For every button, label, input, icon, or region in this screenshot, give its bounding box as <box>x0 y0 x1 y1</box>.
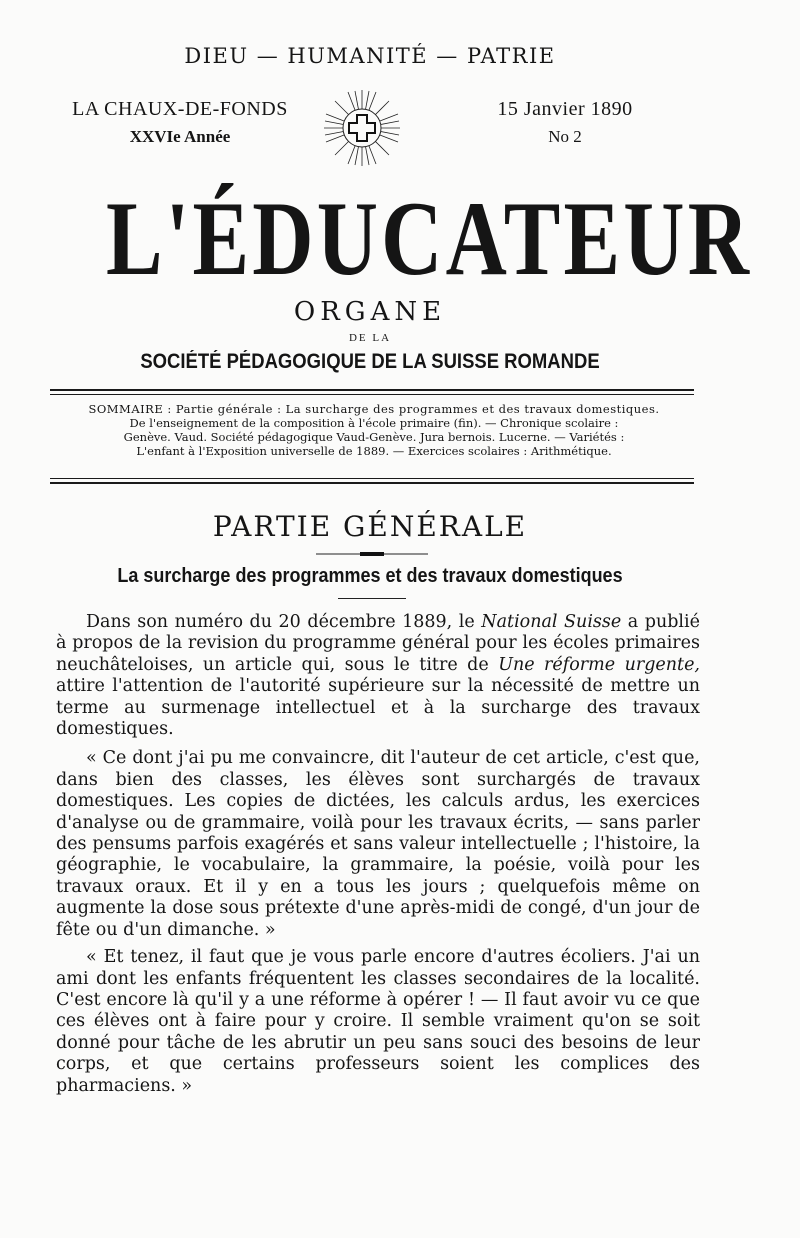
divider-top-thick <box>50 389 694 391</box>
divider-top-thin <box>50 394 694 395</box>
society-name: SOCIÉTÉ PÉDAGOGIQUE DE LA SUISSE ROMANDE <box>140 350 600 373</box>
volume-year: XXVIe Année <box>129 127 231 146</box>
publication-name: National Suisse <box>481 612 622 632</box>
article-title-rule <box>338 598 406 599</box>
ornament-divider-icon <box>316 550 428 558</box>
place: LA CHAUX-DE-FONDS <box>72 98 288 120</box>
section-title: PARTIE GÉNÉRALE <box>212 510 528 543</box>
issue-number: No 2 <box>548 127 582 146</box>
subtitle: ORGANE <box>293 297 447 327</box>
paragraph: Dans son numéro du 20 décembre 1889, le National Suisse a publié à propos de la revision du programme général pour les écoles primaires neuchâteloises, un article qui, sous le titre de Une réforme urgente, attire l'attention de l'autorité supérieure sur la nécessité de mettre un terme au surmenage intellectuel et à la surcharge des travaux domestiques. <box>56 612 700 740</box>
toc-line: SOMMAIRE : Partie générale : La surcharge des programmes et des travaux domestiques. <box>88 402 660 416</box>
divider-bottom-thick <box>50 482 694 484</box>
masthead-right <box>440 98 690 147</box>
article-body <box>56 612 700 1103</box>
article-reference: Une réforme urgente, <box>498 654 700 675</box>
article-title: La surcharge des programmes et des travaux domestiques <box>117 565 623 587</box>
motto: DIEU — HUMANITÉ — PATRIE <box>184 44 556 68</box>
paragraph: « Et tenez, il faut que je vous parle encore d'autres écoliers. J'ai un ami dont les enfants fréquentent les classes secondaires de la localité. C'est encore là qu'il y a une réforme à opérer ! — Il faut avoir vu ce que ces élèves ont à faire pour y croire. Il semble vraiment qu'on se soit donné pour tâche de les abrutir un peu sans souci des besoins de leur corps, et que certains professeurs soient les complices des pharmaciens. » <box>56 947 700 1096</box>
paragraph: « Ce dont j'ai pu me convaincre, dit l'auteur de cet article, c'est que, dans bien des classes, les élèves sont surchargés de travaux domestiques. Les copies de dictées, les calculs ardus, les exercices d'analyse ou de grammaire, voilà pour les travaux écrits, — sans parler des pensums parfois exagérés et sans valeur intellectuelle ; l'histoire, la géographie, le vocabulaire, la grammaire, la poésie, voilà pour les travaux oraux. Et il y en a tous les jours ; quelquefois même on augmente la dose sous prétexte d'une après-midi de congé, d'un jour de fête ou d'un dimanche. » <box>56 748 700 940</box>
toc-line: L'enfant à l'Exposition universelle de 1889. — Exercices scolaires : Arithmétique. <box>136 444 612 458</box>
issue-date: 15 Janvier 1890 <box>497 98 633 120</box>
divider-bottom-thin <box>50 478 694 479</box>
toc-line: De l'enseignement de la composition à l'école primaire (fin). — Chronique scolaire : <box>129 416 619 430</box>
table-of-contents <box>52 402 696 458</box>
journal-title: L'ÉDUCATEUR <box>106 180 753 297</box>
masthead-left <box>50 98 310 147</box>
swiss-cross-sunburst-icon <box>322 88 402 168</box>
toc-line: Genève. Vaud. Société pédagogique Vaud-Genève. Jura bernois. Lucerne. — Variétés : <box>123 430 625 444</box>
de-la: DE LA <box>348 332 392 344</box>
